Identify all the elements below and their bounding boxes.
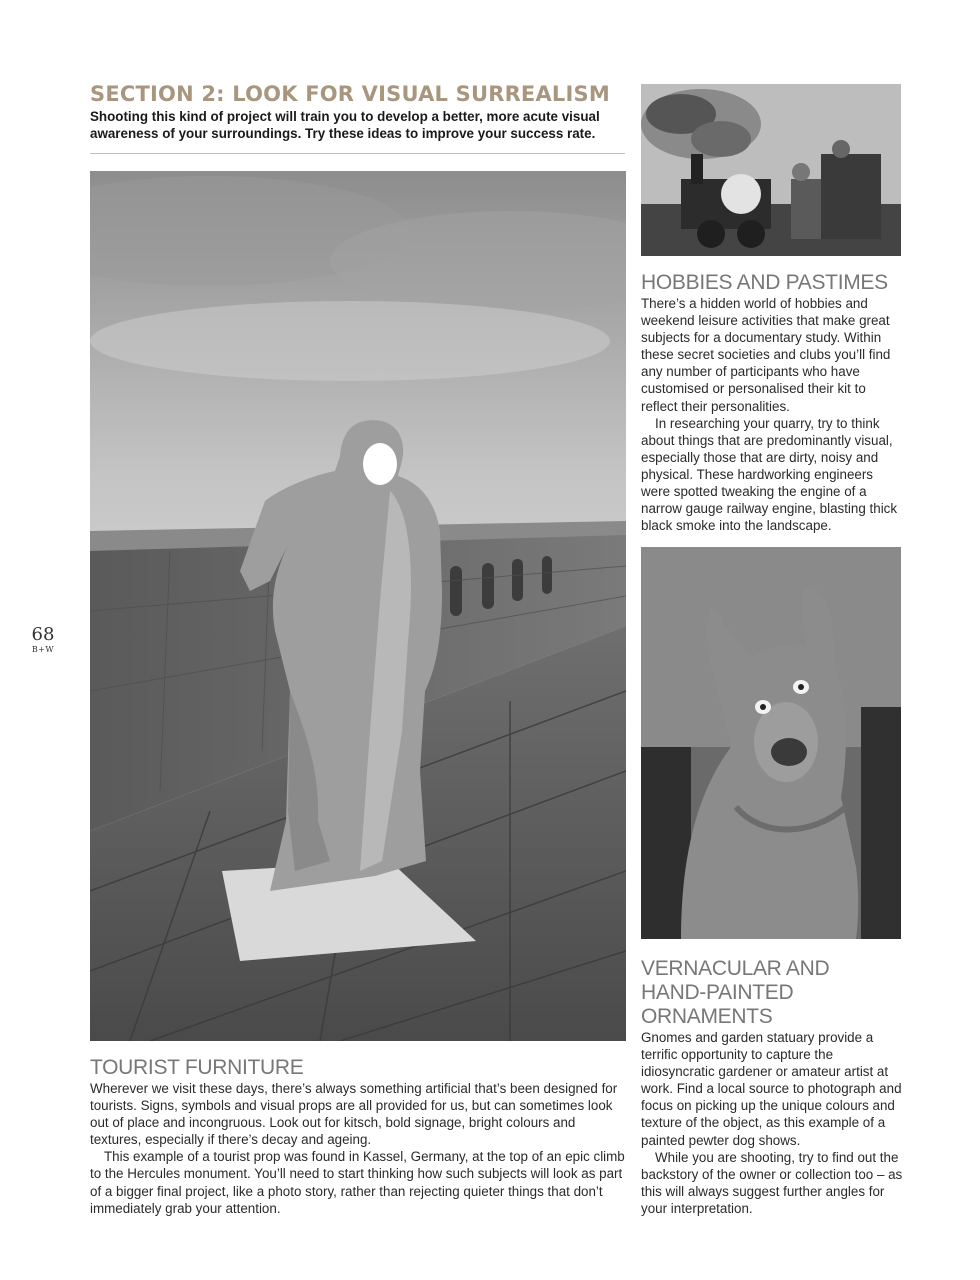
tourist-prop-photo (90, 171, 626, 1041)
tourist-paragraph-2: This example of a tourist prop was found in Kassel, Germany, at the top of an epic climb to the Hercules monument. You’ll need to start thinking how such subjects will look as part of a bigger final project, like a photo story, rather than rejecting quieter things that don’t immediately grab your attention. (90, 1149, 625, 1216)
hobbies-paragraph-1: There’s a hidden world of hobbies and weekend leisure activities that make great subjects for a documentary study. Within these secret societies and clubs you’ll find any number of participants who have customised or personalised their kit to reflect their personalities. (641, 296, 891, 414)
vernacular-paragraph-1: Gnomes and garden statuary provide a terrific opportunity to capture the idiosyncratic gardener or amateur artist at work. Find a local source to photograph and focus on picking up the unique colours and texture of the object, as this example of a painted pewter dog shows. (641, 1030, 902, 1148)
railway-engine-photo (641, 84, 901, 256)
folio (26, 624, 60, 654)
vernacular-body (641, 1029, 903, 1217)
hobbies-body (641, 295, 903, 534)
tourist-paragraph-1: Wherever we visit these days, there’s always something artificial that’s been designed for tourists. Signs, symbols and visual props are all provided for us, but can sometimes look out of place and incongruous. Look out for kitsch, bold signage, bright colours and textures, especially if there’s decay and ageing. (90, 1081, 618, 1148)
tourist-heading: TOURIST FURNITURE (90, 1056, 304, 1079)
vernacular-heading-line-1: VERNACULAR AND (641, 957, 830, 980)
section-title: SECTION 2: LOOK FOR VISUAL SURREALISM (90, 82, 610, 106)
section-intro: Shooting this kind of project will train you to develop a better, more acute visual awareness of your surroundings. Try these ideas to improve your success rate. (90, 109, 600, 141)
vernacular-heading-line-2: HAND-PAINTED (641, 981, 794, 1004)
vernacular-heading (641, 957, 931, 1029)
vernacular-paragraph-2: While you are shooting, try to find out the backstory of the owner or collection too – as this will always suggest further angles for your interpretation. (641, 1149, 903, 1216)
vernacular-heading-line-3: ORNAMENTS (641, 1005, 773, 1028)
hobbies-heading: HOBBIES AND PASTIMES (641, 271, 888, 294)
magazine-mark: B+W (31, 645, 55, 654)
page-number: 68 (31, 624, 55, 645)
hobbies-paragraph-2: In researching your quarry, try to think about things that are predominantly visual, especially those that are dirty, noisy and physical. These hardworking engineers were spotted tweaking the engine of a narrow gauge railway engine, blasting thick black smoke into the landscape. (641, 415, 898, 534)
tourist-body (90, 1080, 626, 1217)
header-divider (90, 153, 625, 154)
pewter-dog-photo (641, 547, 901, 939)
